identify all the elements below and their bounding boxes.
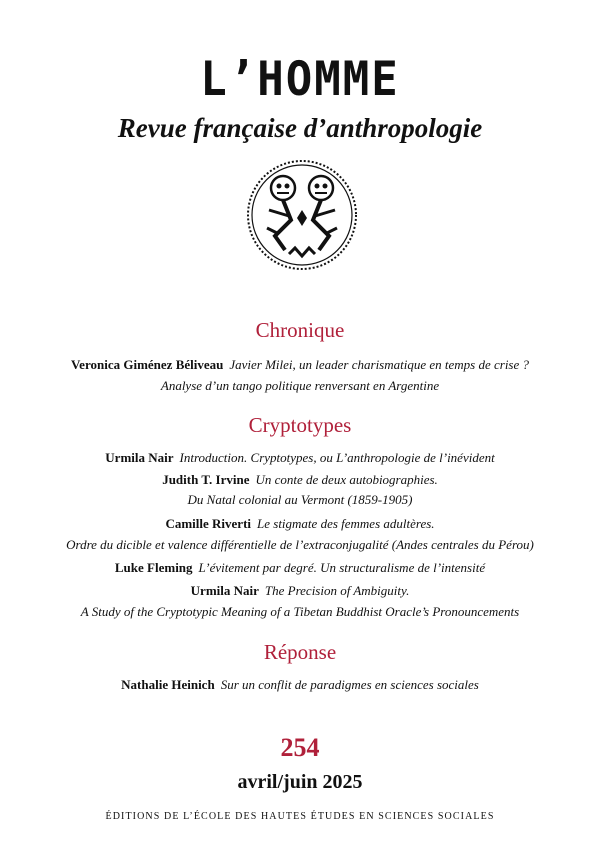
issue-date: avril/juin 2025 bbox=[237, 771, 363, 793]
section-heading-reponse: Réponse bbox=[263, 640, 337, 664]
two-figures-emblem-icon bbox=[245, 158, 359, 272]
issue-number: 254 bbox=[280, 733, 320, 762]
section-heading-cryptotypes: Cryptotypes bbox=[248, 413, 352, 437]
article-entry bbox=[40, 516, 560, 532]
article-author: Camille Riverti bbox=[165, 516, 252, 531]
article-entry bbox=[40, 357, 560, 373]
article-entry bbox=[40, 450, 560, 466]
article-title: The Precision of Ambiguity. bbox=[264, 583, 410, 598]
article-entry bbox=[40, 560, 560, 576]
article-author: Veronica Giménez Béliveau bbox=[70, 357, 224, 372]
article-title: Un conte de deux autobiographies. bbox=[255, 472, 438, 487]
article-subtitle-text: Analyse d’un tango politique renversant en Argentine bbox=[160, 378, 440, 393]
article-author: Urmila Nair bbox=[105, 450, 174, 465]
article-subtitle-text: A Study of the Cryptotypic Meaning of a Tibetan Buddhist Oracle’s Pronouncements bbox=[80, 604, 520, 619]
article-subtitle-text: Ordre du dicible et valence différentielle de l’extraconjugalité (Andes centrales du Pérou) bbox=[66, 537, 534, 552]
article-subtitle bbox=[40, 537, 560, 553]
article-entry bbox=[40, 472, 560, 488]
article-author: Judith T. Irvine bbox=[162, 472, 250, 487]
article-subtitle bbox=[40, 492, 560, 508]
article-subtitle bbox=[40, 604, 560, 620]
article-author: Urmila Nair bbox=[190, 583, 259, 598]
publisher-line: ÉDITIONS DE L’ÉCOLE DES HAUTES ÉTUDES EN SCIENCES SOCIALES bbox=[105, 811, 495, 822]
article-title: Introduction. Cryptotypes, ou L’anthropologie de l’inévident bbox=[179, 450, 495, 465]
article-title: Javier Milei, un leader charismatique en temps de crise ? bbox=[229, 357, 530, 372]
article-author: Nathalie Heinich bbox=[121, 677, 215, 692]
article-entry bbox=[40, 583, 560, 599]
article-author: Luke Fleming bbox=[114, 560, 193, 575]
article-title: Le stigmate des femmes adultères. bbox=[257, 516, 435, 531]
section-heading-chronique: Chronique bbox=[255, 318, 345, 342]
article-subtitle bbox=[40, 378, 560, 394]
article-title: Sur un conflit de paradigmes en sciences sociales bbox=[220, 677, 479, 692]
article-title: L’évitement par degré. Un structuralisme de l’intensité bbox=[198, 560, 486, 575]
article-subtitle-text: Du Natal colonial au Vermont (1859-1905) bbox=[187, 492, 413, 507]
journal-subtitle: Revue française d’anthropologie bbox=[117, 113, 483, 143]
journal-masthead: L’HOMME bbox=[200, 51, 400, 107]
article-entry bbox=[40, 677, 560, 693]
